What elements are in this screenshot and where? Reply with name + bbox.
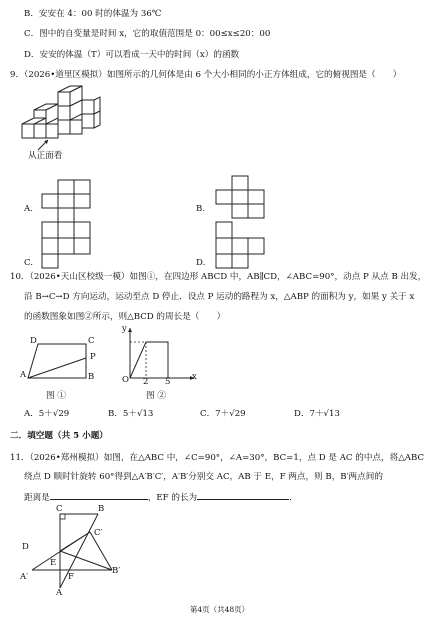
q8-option-d: D．安安的体温（T）可以看成一天中的时间（x）的函数 [24,50,240,60]
q9-option-d-label: D. [196,258,206,268]
q10-fig1-point-c: C [88,336,95,346]
q10-option-a: A．5＋√29 [24,409,70,419]
q10-fig2-x-label: x [192,372,197,382]
q10-option-d: D．7＋√13 [294,409,340,419]
q11-stem-line1: 11．（2026•郑州模拟）如图，在△ABC 中，∠C=90°，∠A=30°，BC=1，点 D 是 AC 的中点，将△ABC [10,453,425,463]
q11-point-f: F [68,572,74,582]
section-fill-in-title: 二．填空题（共 5 小题） [10,431,108,441]
q10-fig1-point-d: D [30,336,37,346]
q8-option-c: C．图中的自变量是时间 x，它的取值范围是 0：00≤x≤20：00 [24,29,271,39]
q10-fig2-origin: O [122,375,129,385]
q11-answer-blank-2[interactable] [197,490,289,500]
q11-ef-prefix: ，EF 的长为 [147,493,198,503]
q9-option-b-grid [212,176,272,218]
q9-stem: 9．（2026•道里区模拟）如图所示的几何体是由 6 个大小相同的小正方体组成，它的俯视图是（ ） [10,70,402,80]
q11-answer-blank-1[interactable] [50,490,148,500]
q11-figure [30,508,130,590]
q9-option-a-label: A. [24,204,33,214]
q11-stem-line2: 绕点 D 顺时针旋转 60°得到△A′B′C′，A′B′分别交 AC，AB 于 E，F 两点，则 B，B′两点间的 [24,472,383,482]
q10-fig1-point-a: A [20,370,27,380]
q9-option-d-grid [212,222,282,268]
q10-option-c: C．7＋√29 [200,409,246,419]
page-footer: 第4页（共48页） [189,605,250,614]
q11-point-c-prime: C′ [94,528,103,538]
q10-figure-2 [120,326,200,386]
q9-option-a-grid [38,180,98,222]
q10-fig1-caption: 图 ① [46,391,66,401]
q10-fig2-caption: 图 ② [146,391,166,401]
q9-option-c-grid [38,222,108,268]
q11-point-a: A [56,588,63,598]
q11-point-c: C [56,504,63,514]
q11-stem-line3 [24,490,298,504]
q9-front-view-label: 从正面看 [28,151,63,161]
q10-option-b: B．5＋√13 [108,409,154,419]
q10-fig2-tick-5: 5 [165,377,171,387]
q10-stem-line3: 的函数图象如图②所示，则△BCD 的周长是（ ） [24,312,226,322]
q10-stem-line1: 10．（2026•天山区校级一模）如图①，在四边形 ABCD 中，AB∥CD，∠ABC=90°，动点 P 从点 B 出发， [10,272,427,282]
q11-period: ． [289,493,298,503]
q9-solid-figure [18,86,108,152]
q11-point-b: B [98,504,105,514]
q11-point-b-prime: B′ [112,566,121,576]
q10-fig2-y-label: y [122,324,127,334]
q10-stem-line2: 沿 B→C→D 方向运动，运动至点 D 停止．设点 P 运动的路程为 x，△ABP 的面积为 y，如果 y 关于 x [24,292,415,302]
q11-point-d: D [22,542,29,552]
q10-fig2-tick-2: 2 [143,377,149,387]
q8-option-b: B．安安在 4：00 时的体温为 36℃ [24,9,162,19]
q11-point-a-prime: A′ [20,572,29,582]
q11-point-e: E [50,558,57,568]
q11-distance-prefix: 距离是 [24,493,50,503]
q10-fig1-point-b: B [88,372,95,382]
q9-option-c-label: C. [24,258,34,268]
q9-option-b-label: B. [196,204,206,214]
q10-fig1-point-p: P [90,352,96,362]
